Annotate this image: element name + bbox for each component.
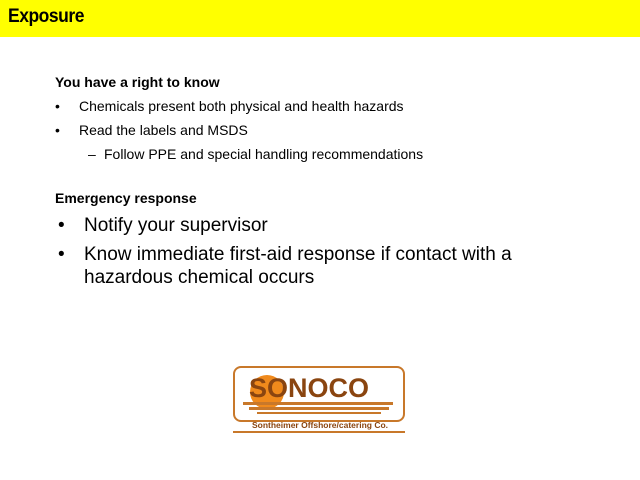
bullet-list <box>55 214 564 289</box>
bullet-icon: • <box>58 215 65 236</box>
sub-list-item: – Follow PPE and special handling recommendations <box>88 146 424 162</box>
list-item: • Read the labels and MSDS <box>55 122 248 138</box>
list-item: • Chemicals present both physical and health hazards <box>55 98 404 114</box>
bullet-icon: • <box>55 98 60 114</box>
logo-caption: Sontheimer Offshore/catering Co. <box>251 420 389 430</box>
logo-frame <box>233 366 405 422</box>
list-item: • Notify your supervisor <box>58 215 268 236</box>
logo-underline <box>233 431 405 433</box>
section-heading: Emergency response <box>55 190 197 206</box>
section-emergency-response <box>55 190 564 295</box>
dash-icon: – <box>88 146 96 162</box>
title-bar <box>0 0 640 37</box>
bullet-icon: • <box>58 244 65 265</box>
section-right-to-know <box>55 74 423 170</box>
slide-title: Exposure <box>8 6 84 27</box>
company-logo <box>233 366 405 432</box>
list-item: • Know immediate first-aid response if contact with a hazardous chemical occurs <box>58 244 512 288</box>
bullet-list <box>55 98 423 163</box>
bullet-icon: • <box>55 122 60 138</box>
section-heading: You have a right to know <box>55 74 220 90</box>
logo-name: SONOCO <box>249 373 370 403</box>
